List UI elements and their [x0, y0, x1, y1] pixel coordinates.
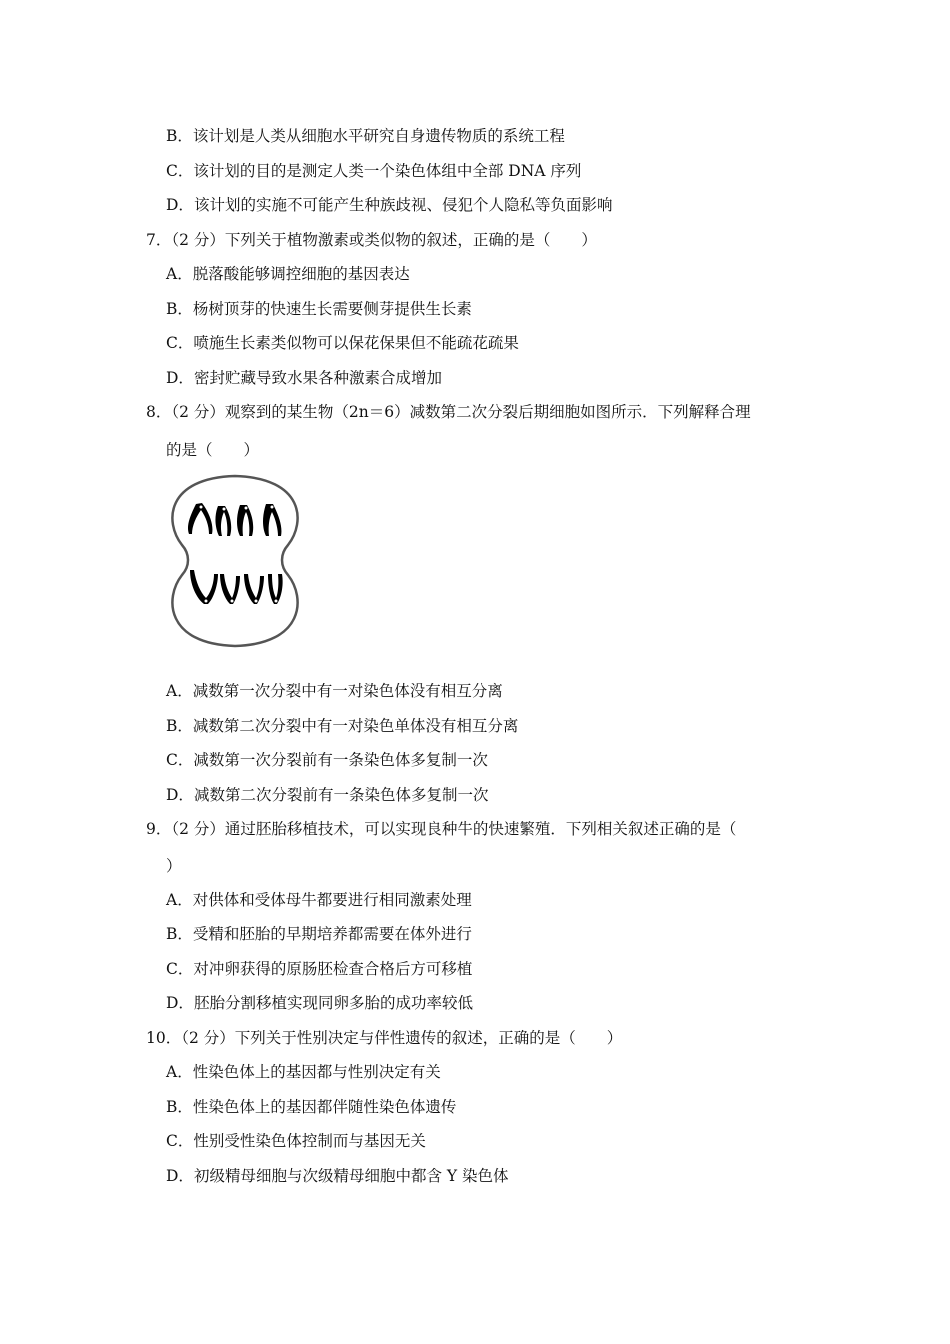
centromere — [275, 600, 278, 603]
q9-option-c: C．对冲卵获得的原肠胚检查合格后方可移植 — [166, 960, 473, 978]
q9-stem-continued: ） — [166, 857, 182, 875]
q9-option-b: B．受精和胚胎的早期培养都需要在体外进行 — [166, 925, 472, 943]
q8-option-b: B．减数第二次分裂中有一对染色单体没有相互分离 — [166, 717, 519, 735]
q10-option-b: B．性染色体上的基因都伴随性染色体遗传 — [166, 1098, 457, 1116]
centromere — [245, 507, 248, 510]
cell-division-figure — [162, 470, 308, 650]
chromosome-lower-1 — [190, 570, 218, 604]
q7-option-a: A．脱落酸能够调控细胞的基因表达 — [166, 265, 410, 283]
q8-option-a: A．减数第一次分裂中有一对染色体没有相互分离 — [166, 682, 503, 700]
q10-stem: 10．（2 分）下列关于性别决定与伴性遗传的叙述，正确的是（ ） — [146, 1029, 623, 1047]
q7-option-d: D．密封贮藏导致水果各种激素合成增加 — [166, 369, 442, 387]
centromere — [205, 600, 208, 603]
q8-stem: 8．（2 分）观察到的某生物（2n＝6）减数第二次分裂后期细胞如图所示．下列解释合理 — [146, 403, 751, 421]
q8-stem-continued: 的是（ ） — [166, 441, 260, 459]
chromosome-upper-2 — [215, 506, 231, 536]
centromere — [231, 600, 234, 603]
q6-option-d: D．该计划的实施不可能产生种族歧视、侵犯个人隐私等负面影响 — [166, 196, 613, 214]
centromere — [255, 600, 258, 603]
anaphase-cell-diagram — [162, 470, 308, 650]
q7-stem: 7．（2 分）下列关于植物激素或类似物的叙述，正确的是（ ） — [146, 231, 597, 249]
chromosome-upper-4 — [263, 504, 281, 536]
q7-option-c: C．喷施生长素类似物可以保花保果但不能疏花疏果 — [166, 334, 519, 352]
q9-option-a: A．对供体和受体母牛都要进行相同激素处理 — [166, 891, 472, 909]
centromere — [223, 508, 226, 511]
q6-option-c: C．该计划的目的是测定人类一个染色体组中全部 DNA 序列 — [166, 162, 582, 180]
q10-option-a: A．性染色体上的基因都与性别决定有关 — [166, 1063, 441, 1081]
chromosome-lower-4 — [268, 574, 283, 604]
q7-option-b: B．杨树顶芽的快速生长需要侧芽提供生长素 — [166, 300, 472, 318]
q6-option-b: B．该计划是人类从细胞水平研究自身遗传物质的系统工程 — [166, 127, 565, 145]
chromosome-upper-3 — [237, 505, 253, 536]
cell-membrane — [172, 476, 297, 646]
q8-option-c: C．减数第一次分裂前有一条染色体多复制一次 — [166, 751, 488, 769]
q10-option-c: C．性别受性染色体控制而与基因无关 — [166, 1132, 426, 1150]
chromosome-lower-2 — [220, 574, 240, 604]
q8-option-d: D．减数第二次分裂前有一条染色体多复制一次 — [166, 786, 489, 804]
q9-stem: 9．（2 分）通过胚胎移植技术，可以实现良种牛的快速繁殖．下列相关叙述正确的是（ — [146, 820, 737, 838]
chromosome-lower-3 — [244, 574, 264, 604]
q9-option-d: D．胚胎分割移植实现同卵多胎的成功率较低 — [166, 994, 473, 1012]
centromere — [200, 506, 203, 509]
q10-option-d: D．初级精母细胞与次级精母细胞中都含 Y 染色体 — [166, 1167, 509, 1185]
centromere — [271, 506, 274, 509]
